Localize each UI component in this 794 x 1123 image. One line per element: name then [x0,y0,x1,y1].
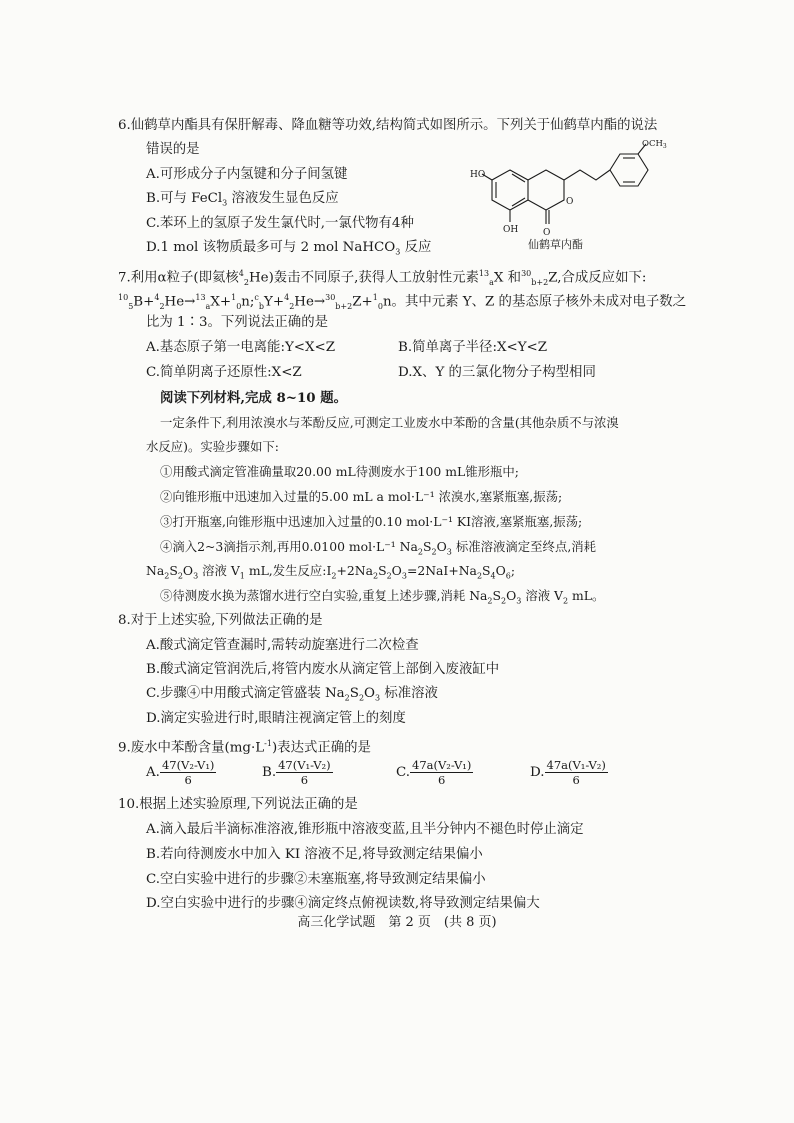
reading-step-4-line2: $Na_2S_2O_3$ 溶液 $V_1$ mL,发生反应$:I_2+2Na_2S_2O_3=2NaI+Na_2S_4O_6$; [146,563,516,581]
q8-option-c: C.步骤④中用酸式滴定管盛装 $Na_2S_2O_3$ 标准溶液 [146,686,438,703]
q6-option-d: D.1 mol 该物质最多可与 2 mol NaHCO$_3$ 反应 [146,240,432,257]
reading-para-line1: 一定条件下,利用浓溴水与苯酚反应,可测定工业废水中苯酚的含量(其他杂质不与浓溴 [160,415,619,430]
reading-para-line2: 水反应)。实验步骤如下: [146,439,279,454]
reading-heading: 阅读下列材料,完成 8~10 题。 [160,390,348,406]
q10-option-d: D.空白实验中进行的步骤④滴定终点俯视读数,将导致测定结果偏大 [146,896,540,911]
q6-option-c: C.苯环上的氢原子发生氯代时,一氯代物有4种 [146,216,414,231]
q10-option-a: A.滴入最后半滴标准溶液,锥形瓶中溶液变蓝,且半分钟内不褪色时停止滴定 [146,822,584,837]
reading-step-3: ③打开瓶塞,向锥形瓶中迅速加入过量的0.10 mol·L⁻¹ KI溶液,塞紧瓶塞,振荡; [160,514,583,529]
label-ring-o: O [566,197,574,207]
q6-stem-line1: 6.仙鹤草内酯具有保肝解毒、降血糖等功效,结构简式如图所示。下列关于仙鹤草内酯的说法 [118,118,658,133]
molecule-structure [470,140,670,250]
q7-option-b: B.简单离子半径:X<Y<Z [398,340,548,355]
q8-stem: 8.对于上述实验,下列做法正确的是 [118,613,323,628]
q9-stem: 9.废水中苯酚含量$(mg\cdot L^{-1})$表达式正确的是 [118,739,371,756]
q7-option-d: D.X、Y 的三氯化物分子构型相同 [398,365,596,380]
q9-option-d: D. $\frac{\text{47a(V₁-V₂)}}{6}$ [530,758,606,787]
q10-option-c: C.空白实验中进行的步骤②未塞瓶塞,将导致测定结果偏小 [146,872,486,887]
q10-stem: 10.根据上述实验原理,下列说法正确的是 [118,797,358,812]
label-ho: HO [470,170,486,180]
label-oh: OH [503,225,519,235]
q6-option-b: B.可与 FeCl$_3$ 溶液发生显色反应 [146,191,339,208]
page-footer: 高三化学试题 第 2 页 (共 8 页) [297,915,497,930]
q7-stem-line3: 比为 1∶3。下列说法正确的是 [146,315,328,330]
q8-option-a: A.酸式滴定管查漏时,需转动旋塞进行二次检查 [146,638,419,653]
q10-option-b: B.若向待测废水中加入 KI 溶液不足,将导致测定结果偏小 [146,847,483,862]
q9-option-c: C. $\frac{\text{47a(V₂-V₁)}}{6}$ [396,758,472,787]
q7-option-a: A.基态原子第一电离能:Y<X<Z [146,340,336,355]
reading-step-2: ②向锥形瓶中迅速加入过量的5.00 mL a mol·L⁻¹ 浓溴水,塞紧瓶塞,振荡; [160,489,563,504]
q8-option-d: D.滴定实验进行时,眼睛注视滴定管上的刻度 [146,711,406,726]
label-och3: $OCH_3$ [642,140,667,150]
reading-step-5: ⑤待测废水换为蒸馏水进行空白实验,重复上述步骤,消耗 $Na_2S_2O_3$ 溶液 $V_2$ mL。 [160,588,605,606]
q6-option-a: A.可形成分子内氢键和分子间氢键 [146,167,348,182]
reading-step-4-line1: ④滴入2~3滴指示剂,再用0.0100 mol·L⁻¹ $Na_2S_2O_3$ 标准溶液滴定至终点,消耗 [160,539,597,557]
q7-stem-line2: $^{10}_5$B+$^4_2$He→$^{13}_a$X+$^1_0$n;$^c_b$Y+$^4_2$He→$^{30}_{b+2}$Z+$^1_0$n。其中元素 Y、Z 的基态原子核外未成对电子数之 [118,293,687,312]
q6-stem-line2: 错误的是 [146,142,200,157]
q7-option-c: C.简单阴离子还原性:X<Z [146,365,302,380]
q8-option-b: B.酸式滴定管润洗后,将管内废水从滴定管上部倒入废液缸中 [146,662,500,677]
q9-option-b: B. $\frac{\text{47(V₁-V₂)}}{6}$ [262,758,331,787]
q7-stem-line1: 7.利用α粒子(即氦核$^4_2$He)轰击不同原子,获得人工放射性元素$^{13}_a$X 和$^{30}_{b+2}$Z,合成反应如下: [118,269,647,288]
reading-step-1: ①用酸式滴定管准确量取20.00 mL待测废水于100 mL锥形瓶中; [160,464,519,479]
q9-option-a: A. $\frac{\text{47(V₂-V₁)}}{6}$ [146,758,215,787]
molecule-caption: 仙鹤草内酯 [528,238,583,251]
label-carbonyl-o: O [543,228,551,238]
